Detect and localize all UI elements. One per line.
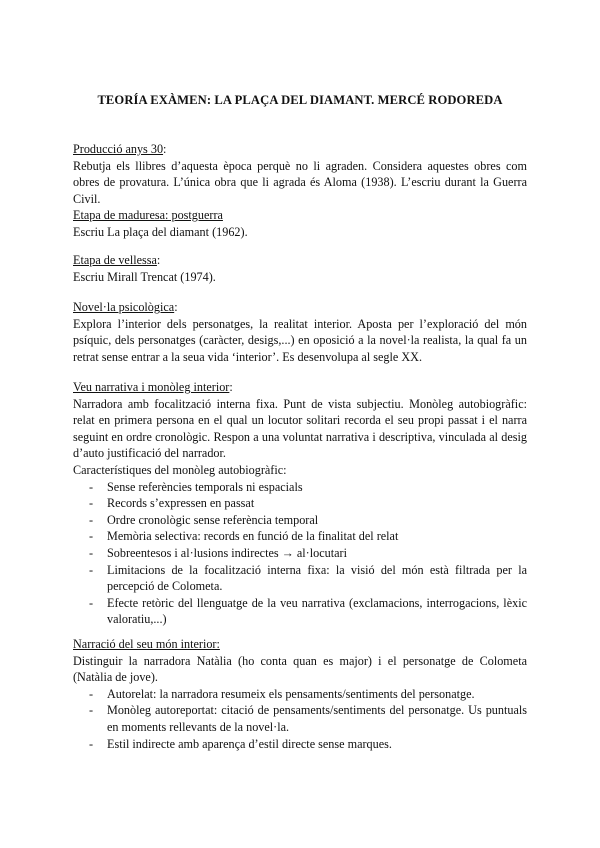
list-item-text: Sobreentesos i al·lusions indirectes → al·locutari <box>107 545 347 560</box>
heading-colon: : <box>163 142 167 156</box>
section-novella-psicologica <box>73 299 527 365</box>
section-narracio-mon-interior <box>73 636 527 752</box>
list-intro: Característiques del monòleg autobiogràfic: <box>73 462 287 477</box>
section-paragraph: Narradora amb focalització interna fixa. Punt de vista subjectiu. Monòleg autobiogràfic: relat en primera persona en el qual un locutor solitari recorda el seu propi passat i el narra seguint en ordre cronològic. Respon a una voluntat narrativa i descriptiva, vinculada al desig d’auto justificació del narrador. <box>73 396 527 461</box>
list-item-text: Records s’expressen en passat <box>107 496 255 511</box>
dash-bullet: - <box>89 686 94 701</box>
section-heading: Etapa de vellessa <box>73 253 157 267</box>
section-produccio <box>73 141 527 207</box>
section-paragraph: Escriu La plaça del diamant (1962). <box>73 224 248 239</box>
section-heading-line <box>73 299 527 316</box>
section-heading-line <box>73 636 527 653</box>
narration-list <box>73 686 527 752</box>
list-item <box>73 495 527 512</box>
list-item-text: Sense referències temporals ni espacials <box>107 479 303 494</box>
list-item-text: Efecte retòric del llenguatge de la veu narrativa (exclamacions, interrogacions, lèxic valoratiu,...) <box>107 595 527 627</box>
section-heading-line <box>73 252 527 269</box>
heading-colon: : <box>229 380 233 394</box>
dash-bullet: - <box>89 479 94 494</box>
section-heading: Producció anys 30 <box>73 142 164 156</box>
list-item <box>73 562 527 595</box>
section-heading-line <box>73 207 527 224</box>
characteristics-list <box>73 479 527 628</box>
list-item-text: Estil indirecte amb aparença d’estil directe sense marques. <box>107 736 392 751</box>
list-item-text: Autorelat: la narradora resumeix els pensaments/sentiments del personatge. <box>107 686 475 701</box>
dash-bullet: - <box>89 529 94 544</box>
list-item-text: Memòria selectiva: records en funció de la finalitat del relat <box>107 529 399 544</box>
list-item-text: Limitacions de la focalització interna fixa: la visió del món està filtrada per la percepció de Colometa. <box>107 562 527 594</box>
section-paragraph: Rebutja els llibres d’aquesta època perquè no li agraden. Considera aquestes obres com obres de provatura. L’única obra que li agrada és Aloma (1938). L’escriu durant la Guerra Civil. <box>73 158 527 206</box>
document-title: TEORÍA EXÀMEN: LA PLAÇA DEL DIAMANT. MERCÉ RODOREDA <box>97 93 503 107</box>
section-maduresa <box>73 207 527 240</box>
section-heading: Veu narrativa i monòleg interior <box>73 380 230 394</box>
dash-bullet: - <box>89 595 94 610</box>
dash-bullet: - <box>89 496 94 511</box>
dash-bullet: - <box>89 512 94 527</box>
section-heading: Etapa de maduresa: postguerra <box>73 208 223 222</box>
section-heading-line <box>73 379 527 396</box>
list-item <box>73 512 527 529</box>
heading-colon: : <box>174 300 178 314</box>
section-paragraph: Distinguir la narradora Natàlia (ho conta quan es major) i el personatge de Colometa (Natàlia de jove). <box>73 653 527 685</box>
section-heading-line <box>73 141 527 158</box>
list-item-text: Monòleg autoreportat: citació de pensaments/sentiments del personatge. Us puntuals en moments rellevants de la novel·la. <box>107 703 527 734</box>
list-item-text: Ordre cronològic sense referència temporal <box>107 512 319 527</box>
list-item <box>73 686 527 703</box>
list-item <box>73 736 527 753</box>
list-item <box>73 528 527 545</box>
list-item <box>73 545 527 562</box>
dash-bullet: - <box>89 545 94 560</box>
dash-bullet: - <box>89 736 94 751</box>
section-paragraph: Escriu Mirall Trencat (1974). <box>73 269 216 284</box>
section-paragraph: Explora l’interior dels personatges, la realitat interior. Aposta per l’exploració del món psíquic, dels personatges (caràcter, desigs,...) en oposició a la novel·la realista, la qual fa un retrat sense entrar a la seua vida ‘interior’. Es desenvolupa al segle XX. <box>73 316 527 364</box>
list-item <box>73 595 527 628</box>
list-item <box>73 702 527 735</box>
section-heading: Novel·la psicològica <box>73 300 175 314</box>
section-heading: Narració del seu món interior: <box>73 637 220 651</box>
heading-colon: : <box>156 253 161 267</box>
section-veu-narrativa <box>73 379 527 628</box>
list-item <box>73 479 527 496</box>
dash-bullet: - <box>89 562 94 577</box>
section-vellessa <box>73 252 527 285</box>
dash-bullet: - <box>89 703 94 718</box>
